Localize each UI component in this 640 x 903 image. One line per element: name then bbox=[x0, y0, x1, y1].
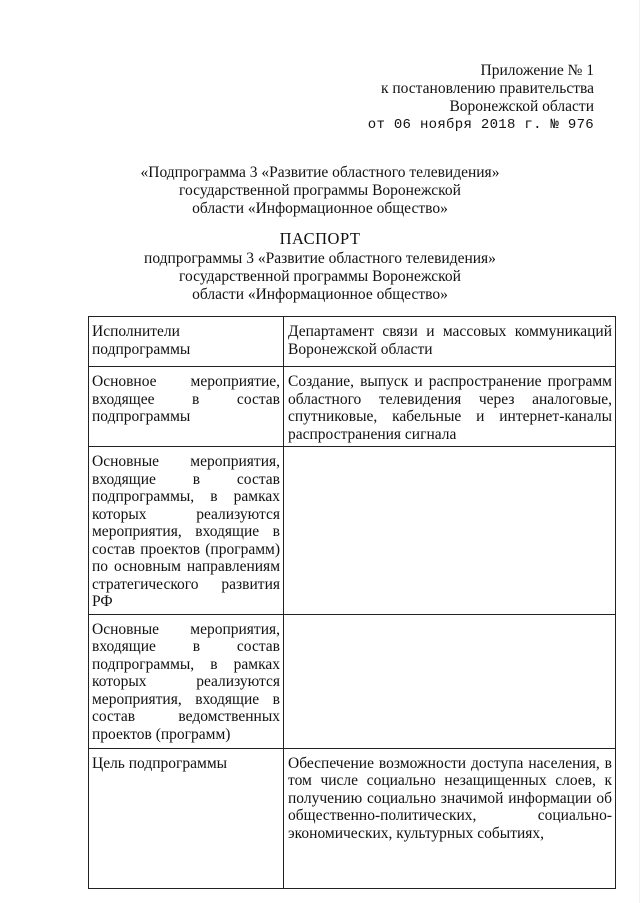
row-value: Создание, выпуск и распространение программ областного телевидения через аналоговые, спутниковые, кабельные и интернет-каналы распространения сигнала bbox=[284, 367, 616, 447]
passport-line-2: государственной программы Воронежской bbox=[179, 268, 461, 285]
row-value bbox=[284, 447, 616, 615]
heading-line-1: «Подпрограмма 3 «Развитие областного телевидения» bbox=[140, 164, 500, 181]
passport-table bbox=[88, 316, 616, 889]
row-label: Исполнители подпрограммы bbox=[89, 317, 284, 367]
row-label: Основное мероприятие, входящее в состав подпрограммы bbox=[89, 367, 284, 447]
row-label: Цель подпрограммы bbox=[89, 748, 284, 888]
row-value: Обеспечение возможности доступа населения, в том числе социально незащищенных слоев, к получению социально значимой информации об общественно-политических, социально-экономических, культурных событиях, bbox=[284, 748, 616, 888]
appendix-line-3: Воронежской области bbox=[449, 98, 594, 115]
subprogram-heading bbox=[0, 164, 640, 218]
row-value bbox=[284, 614, 616, 748]
appendix-block bbox=[368, 62, 594, 134]
appendix-line-1: Приложение № 1 bbox=[480, 62, 594, 79]
table-row bbox=[89, 748, 616, 888]
row-label: Основные мероприятия, входящие в состав подпрограммы, в рамках которых реализуются мероприятия, входящие в состав проектов (программ) по основным направлениям стратегического развития РФ bbox=[89, 447, 284, 615]
heading-line-2: государственной программы Воронежской bbox=[179, 182, 461, 199]
table-row bbox=[89, 614, 616, 748]
appendix-stamp-date: от 06 ноября 2018 г. № 976 bbox=[367, 117, 594, 133]
passport-subtitle bbox=[0, 250, 640, 304]
passport-line-1: подпрограммы 3 «Развитие областного телевидения» bbox=[144, 250, 496, 267]
table-row bbox=[89, 367, 616, 447]
row-label: Основные мероприятия, входящие в состав подпрограммы, в рамках которых реализуются мероприятия, входящие в состав ведомственных проектов (программ) bbox=[89, 614, 284, 748]
table-row bbox=[89, 447, 616, 615]
appendix-line-2: к постановлению правительства bbox=[380, 80, 594, 97]
heading-line-3: области «Информационное общество» bbox=[192, 200, 448, 217]
row-value: Департамент связи и массовых коммуникаций Воронежской области bbox=[284, 317, 616, 367]
passport-title: ПАСПОРТ bbox=[279, 229, 361, 248]
table-row bbox=[89, 317, 616, 367]
passport-line-3: области «Информационное общество» bbox=[192, 286, 448, 303]
